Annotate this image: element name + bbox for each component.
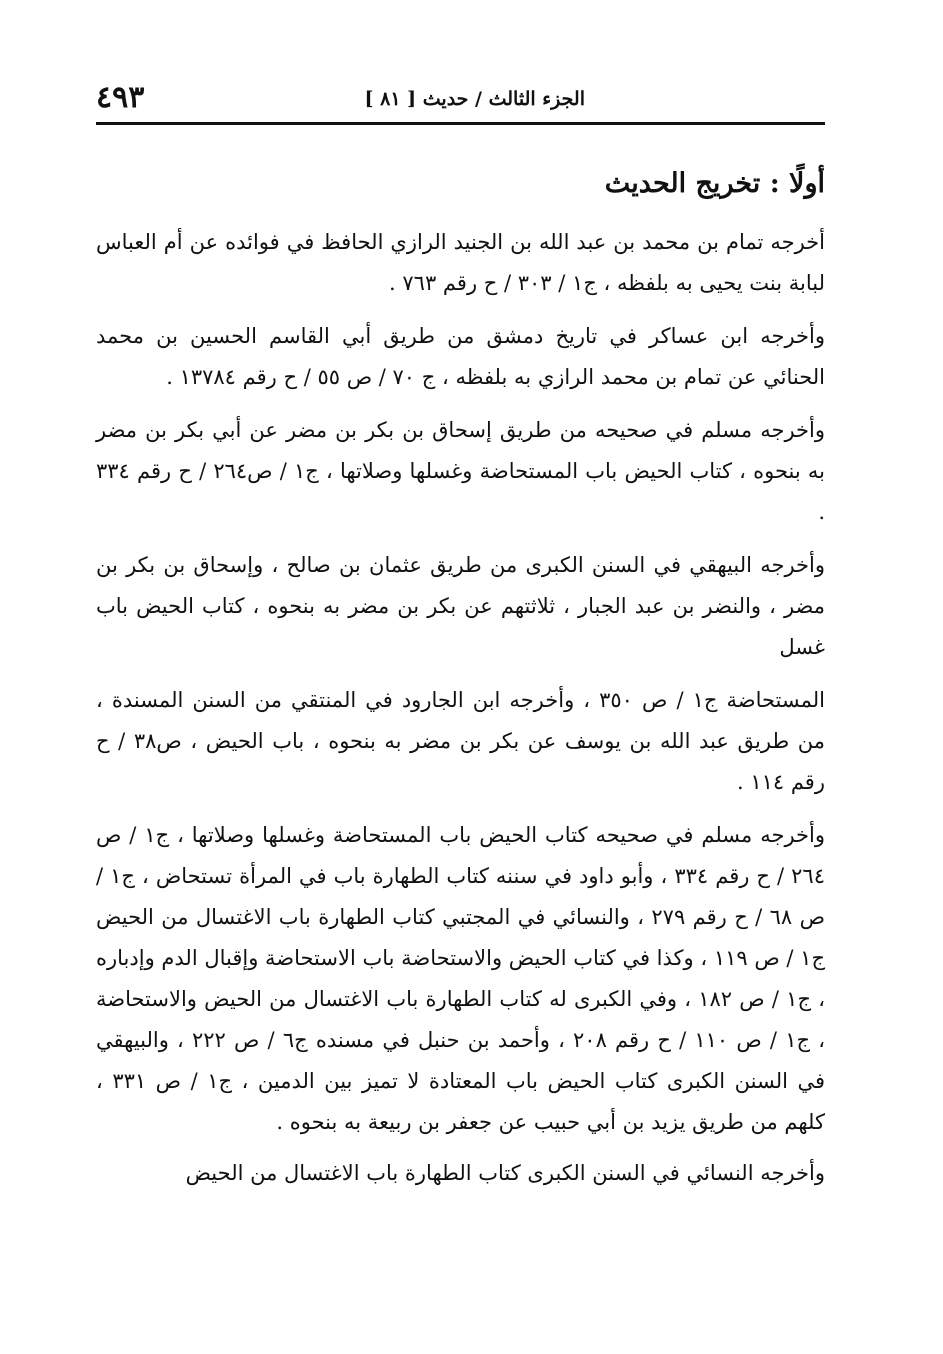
page-body xyxy=(96,222,825,1206)
page-number: ٤٩٣ xyxy=(96,80,145,115)
paragraph: أخرجه تمام بن محمد بن عبد الله بن الجنيد الرازي الحافظ في فوائده عن أم العباس لبابة بنت يحيى به بلفظه ، ج١ / ٣٠٣ / ح رقم ٧٦٣ . xyxy=(96,230,825,295)
paragraph: وأخرجه مسلم في صحيحه كتاب الحيض باب المستحاضة وغسلها وصلاتها ، ج١ / ص ٢٦٤ / ح رقم ٣٣٤ ، وأبو داود في سننه كتاب الطهارة باب في المرأة تستحاض ، ج١ / ص ٦٨ / ح رقم ٢٧٩ ، والنسائي في المجتبي كتاب الطهارة باب الاغتسال من الحيض ج١ / ص ١١٩ ، وكذا في كتاب الحيض والاستحاضة باب الاستحاضة وإقبال الدم وإدباره ، ج١ / ص ١٨٢ ، وفي الكبرى له كتاب الطهارة باب الاغتسال من الحيض والاستحاضة ، ج١ / ص ١١٠ / ح رقم ٢٠٨ ، وأحمد بن حنبل في مسنده ج٦ / ص ٢٢٢ ، والبيهقي في السنن الكبرى كتاب الحيض باب المعتادة لا تميز بين الدمين ، ج١ / ص ٣٣١ ، كلهم من طريق يزيد بن أبي حبيب عن جعفر بن ربيعة به بنحوه . xyxy=(96,823,825,1134)
paragraph: المستحاضة ج١ / ص ٣٥٠ ، وأخرجه ابن الجارود في المنتقي من السنن المسندة ، من طريق عبد الله بن يوسف عن بكر بن مضر به بنحوه ، باب الحيض ، ص٣٨ / ح رقم ١١٤ . xyxy=(96,688,825,794)
paragraph: وأخرجه البيهقي في السنن الكبرى من طريق عثمان بن صالح ، وإسحاق بن بكر بن مضر ، والنضر بن عبد الجبار ، ثلاثتهم عن بكر بن مضر به بنحوه ، كتاب الحيض باب غسل xyxy=(96,553,825,659)
section-heading: أولًا : تخريج الحديث xyxy=(604,168,825,199)
paragraph: وأخرجه النسائي في السنن الكبرى كتاب الطهارة باب الاغتسال من الحيض xyxy=(185,1161,825,1185)
paragraph: وأخرجه ابن عساكر في تاريخ دمشق من طريق أبي القاسم الحسين بن محمد الحنائي عن تمام بن محمد الرازي به بلفظه ، ج ٧٠ / ص ٥٥ / ح رقم ١٣٧٨٤ . xyxy=(96,324,825,389)
running-title: الجزء الثالث / حديث [ ٨١ ] xyxy=(364,88,585,110)
page-header xyxy=(96,82,825,125)
paragraph: وأخرجه مسلم في صحيحه من طريق إسحاق بن بكر بن مضر عن أبي بكر بن مضر به بنحوه ، كتاب الحيض باب المستحاضة وغسلها وصلاتها ، ج١ / ص٢٦٤ / ح رقم ٣٣٤ . xyxy=(96,418,825,524)
